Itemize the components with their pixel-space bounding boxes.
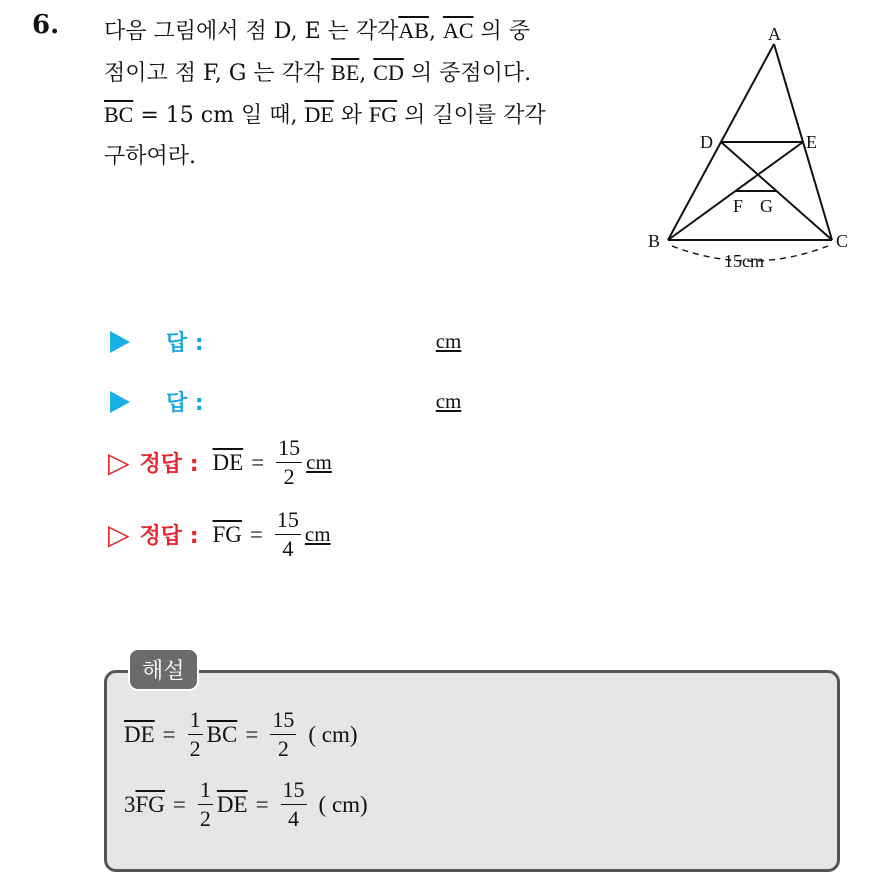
answer-row-1 xyxy=(110,326,461,357)
segment-de: $\overline{DE}$ xyxy=(124,721,155,747)
segment-fg: $\overline{FG}$ xyxy=(135,791,165,817)
numerator: 15 xyxy=(276,436,302,463)
hollow-triangle-icon: ▷ xyxy=(108,518,130,551)
correct-label: 정답 : xyxy=(139,524,199,549)
segment-fg: $\overline{FG}$ xyxy=(212,521,242,547)
answer-unit: cm xyxy=(435,329,462,353)
question-line-3 xyxy=(104,94,644,136)
text-run: , xyxy=(359,61,374,86)
text-run: = 15 cm 일 때, xyxy=(133,103,305,128)
fraction xyxy=(276,436,302,489)
numerator: 15 xyxy=(275,508,301,535)
fraction-half xyxy=(198,778,213,831)
explanation-line-1 xyxy=(124,708,358,761)
denominator: 2 xyxy=(199,806,211,831)
fraction-half xyxy=(188,708,203,761)
text-run: 다음 그림에서 점 D, E 는 각각 xyxy=(104,19,399,44)
point-c-label: C xyxy=(836,231,849,251)
explanation-tag: 해설 xyxy=(128,648,199,691)
point-e-label: E xyxy=(806,132,817,152)
point-g-label: G xyxy=(760,196,773,216)
text-run: , xyxy=(428,19,443,44)
segment-de: $\overline{DE}$ xyxy=(212,449,244,475)
question-line-1 xyxy=(104,10,644,52)
answer-label: 답 : xyxy=(166,331,204,356)
denominator: 2 xyxy=(277,736,289,761)
triangle-diagram xyxy=(640,14,860,276)
segment-fg: $\overline{FG}$ xyxy=(369,102,398,127)
point-a-label: A xyxy=(768,24,781,44)
unit: cm xyxy=(306,450,332,474)
denominator: 4 xyxy=(282,536,294,561)
coefficient: 3 xyxy=(124,791,136,817)
denominator: 2 xyxy=(189,736,201,761)
equals-sign: = xyxy=(249,521,263,547)
bc-length-label: 15cm xyxy=(724,251,764,271)
question-line-4 xyxy=(104,136,644,177)
unit: ( cm) xyxy=(308,721,358,747)
segment-cd: $\overline{CD}$ xyxy=(373,60,404,85)
equals-sign: = xyxy=(245,721,259,747)
text-run: 의 중점이다. xyxy=(403,61,532,86)
segment-bc: $\overline{BC}$ xyxy=(206,721,238,747)
fraction xyxy=(275,508,301,561)
segment-be: $\overline{BE}$ xyxy=(331,60,360,85)
equals-sign: = xyxy=(255,791,269,817)
correct-label: 정답 : xyxy=(139,452,199,477)
text-run: 점이고 점 F, G 는 각각 xyxy=(104,61,332,86)
text-run: 구하여라. xyxy=(104,144,197,169)
segment-ab: $\overline{AB}$ xyxy=(398,18,429,43)
answer-label: 답 : xyxy=(166,391,204,416)
segment-de: $\overline{DE}$ xyxy=(304,102,334,127)
point-d-label: D xyxy=(700,132,713,152)
text-run: 의 중 xyxy=(473,19,531,44)
denominator: 4 xyxy=(288,806,300,831)
segment-be-line xyxy=(668,142,803,240)
question-line-2 xyxy=(104,52,644,94)
equals-sign: = xyxy=(172,791,186,817)
correct-expression xyxy=(213,436,332,489)
equals-sign: = xyxy=(162,721,176,747)
equals-sign: = xyxy=(251,449,265,475)
fraction xyxy=(270,708,296,761)
segment-bc: $\overline{BC}$ xyxy=(104,102,134,127)
numerator: 1 xyxy=(188,708,203,735)
explanation-line-2 xyxy=(124,778,368,831)
denominator: 2 xyxy=(283,464,295,489)
correct-answer-row-2 xyxy=(108,508,331,561)
fraction xyxy=(281,778,307,831)
hollow-triangle-icon: ▷ xyxy=(108,446,130,479)
segment-de: $\overline{DE}$ xyxy=(216,791,248,817)
point-f-label: F xyxy=(733,196,744,216)
correct-expression xyxy=(213,508,331,561)
question-number: 6. xyxy=(32,10,60,40)
answer-row-2 xyxy=(110,386,461,417)
numerator: 15 xyxy=(281,778,307,805)
numerator: 15 xyxy=(270,708,296,735)
text-run: 의 길이를 각각 xyxy=(397,103,546,128)
text-run: 와 xyxy=(333,103,370,128)
unit: ( cm) xyxy=(318,791,368,817)
explanation-box xyxy=(104,670,840,872)
question-text xyxy=(104,10,644,177)
numerator: 1 xyxy=(198,778,213,805)
segment-ac: $\overline{AC}$ xyxy=(442,18,474,43)
play-triangle-icon xyxy=(110,331,130,353)
answer-unit: cm xyxy=(435,389,462,413)
point-b-label: B xyxy=(648,231,661,251)
unit: cm xyxy=(304,522,331,546)
correct-answer-row-1 xyxy=(108,436,332,489)
play-triangle-icon xyxy=(110,391,130,413)
